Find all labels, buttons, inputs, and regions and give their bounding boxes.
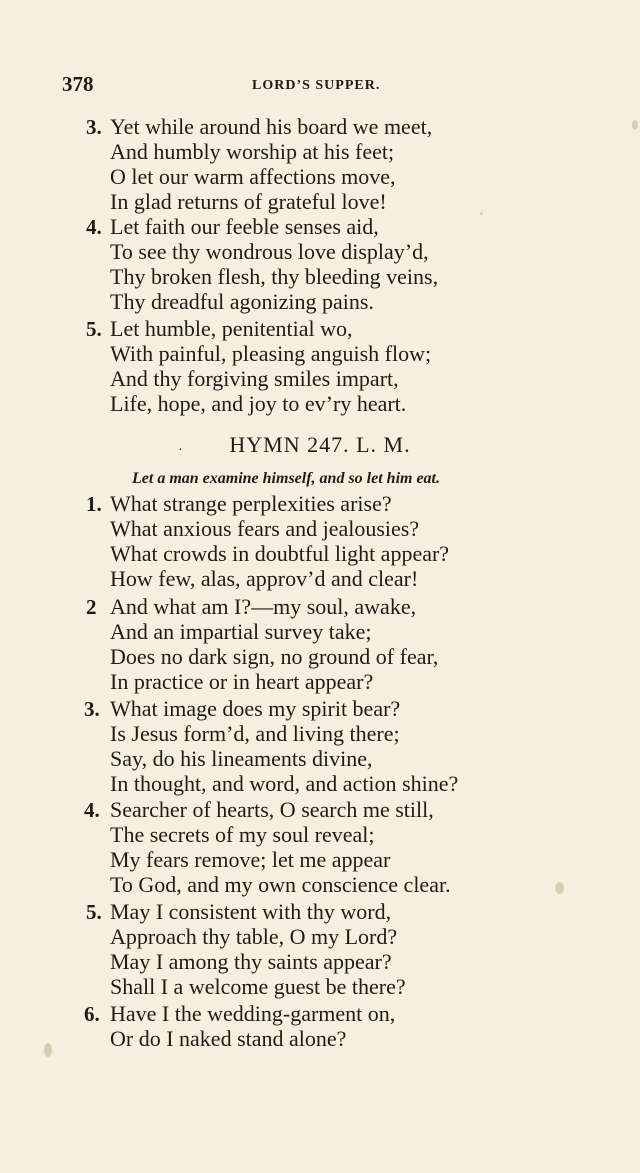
verse-line: What crowds in doubtful light appear? xyxy=(110,541,450,566)
verse-line: The secrets of my soul reveal; xyxy=(110,822,375,847)
verse-line: My fears remove; let me appear xyxy=(110,847,391,872)
paper-speck xyxy=(555,882,564,894)
verse-line: How few, alas, approv’d and clear! xyxy=(110,566,419,591)
verse-line: Shall I a welcome guest be there? xyxy=(110,974,406,999)
verse-line: Life, hope, and joy to ev’ry heart. xyxy=(110,391,407,416)
verse-line: Is Jesus form’d, and living there; xyxy=(110,721,400,746)
stanza-number: 5. xyxy=(86,900,102,924)
stanza-number: 6. xyxy=(84,1002,100,1026)
verse-line: Does no dark sign, no ground of fear, xyxy=(110,644,439,669)
verse-line: And thy forgiving smiles impart, xyxy=(110,366,399,391)
verse-line: Approach thy table, O my Lord? xyxy=(110,924,398,949)
verse-line: In practice or in heart appear? xyxy=(110,669,374,694)
hymn-title: HYMN 247. L. M. xyxy=(229,432,411,457)
verse-line: Let humble, penitential wo, xyxy=(110,316,353,341)
stanza-number: 2 xyxy=(86,595,97,619)
stanza-number: 4. xyxy=(84,798,100,822)
running-title: LORD’S SUPPER. xyxy=(252,78,381,93)
verse-line: What image does my spirit bear? xyxy=(110,696,401,721)
verse-line: O let our warm affections move, xyxy=(110,164,396,189)
verse-line: In glad returns of grateful love! xyxy=(110,189,387,214)
verse-line: May I among thy saints appear? xyxy=(110,949,392,974)
verse-line: In thought, and word, and action shine? xyxy=(110,771,459,796)
stanza-number: 3. xyxy=(84,697,100,721)
hymn-epigraph: Let a man examine himself, and so let him eat. xyxy=(132,470,440,487)
verse-line: Searcher of hearts, O search me still, xyxy=(110,797,434,822)
verse-line: With painful, pleasing anguish flow; xyxy=(110,341,432,366)
verse-line: Let faith our feeble senses aid, xyxy=(110,214,379,239)
paper-speck xyxy=(480,212,483,215)
page-header xyxy=(62,72,562,102)
stanza-number: 4. xyxy=(86,215,102,239)
page-number: 378 xyxy=(62,72,94,96)
verse-line: And humbly worship at his feet; xyxy=(110,139,395,164)
verse-line: Thy dreadful agonizing pains. xyxy=(110,289,374,314)
verse-line: Yet while around his board we meet, xyxy=(110,114,433,139)
verse-line: Have I the wedding-garment on, xyxy=(110,1001,396,1026)
stanza-number: 1. xyxy=(86,492,102,516)
paper-speck xyxy=(44,1043,52,1057)
verse-line: To see thy wondrous love display’d, xyxy=(110,239,429,264)
verse-line: Or do I naked stand alone? xyxy=(110,1026,347,1051)
verse-line: What strange perplexities arise? xyxy=(110,491,392,516)
verse-line: And an impartial survey take; xyxy=(110,619,372,644)
verse-line: What anxious fears and jealousies? xyxy=(110,516,420,541)
paper-speck xyxy=(632,120,638,130)
stanza-number: 5. xyxy=(86,317,102,341)
verse-line: Say, do his lineaments divine, xyxy=(110,746,373,771)
stanza-number: 3. xyxy=(86,115,102,139)
hymn-title-dot: · xyxy=(178,443,183,458)
verse-line: And what am I?—my soul, awake, xyxy=(110,594,417,619)
verse-line: May I consistent with thy word, xyxy=(110,899,392,924)
verse-line: To God, and my own conscience clear. xyxy=(110,872,451,897)
verse-line: Thy broken flesh, thy bleeding veins, xyxy=(110,264,439,289)
